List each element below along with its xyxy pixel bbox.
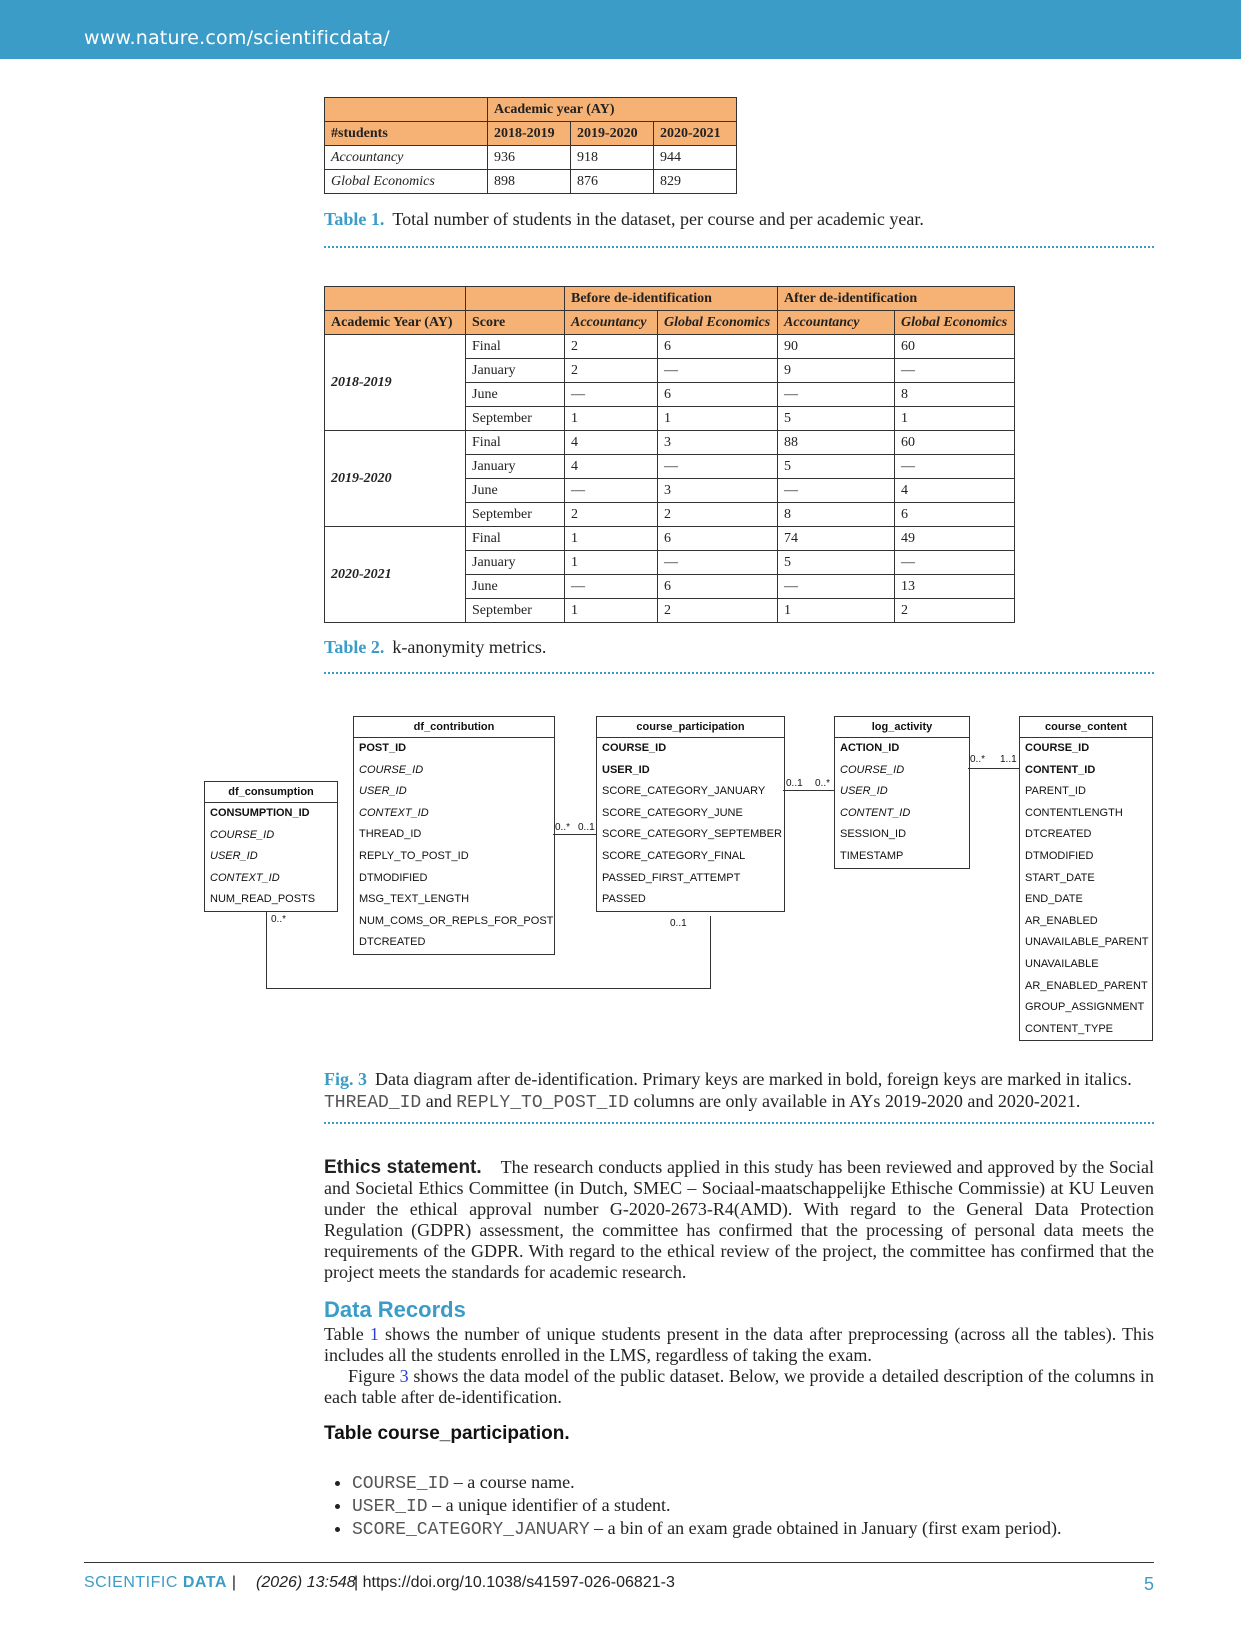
code-span: USER_ID [352,1497,428,1517]
entity-field: PASSED [602,893,646,906]
table-group-header: After de-identification [778,287,1015,311]
table-cell: — [565,575,658,599]
entity-field: SCORE_CATEGORY_JANUARY [602,785,766,798]
top-banner [0,0,1241,59]
table-header: Accountancy [565,311,658,335]
footer-divider [84,1562,1154,1563]
table-cell: — [895,359,1015,383]
table-cell-score: January [466,359,565,383]
table-cell: — [895,455,1015,479]
table-cell: 829 [654,170,737,194]
table-row [325,335,1015,359]
table-cell: 4 [565,431,658,455]
entity-field: MSG_TEXT_LENGTH [359,893,470,906]
table-cell-score: September [466,407,565,431]
list-item-text: – a bin of an exam grade obtained in January (first exam period). [594,1518,1062,1538]
table-cell: 9 [778,359,895,383]
table-2-body [325,335,1015,623]
paragraph-text: shows the data model of the public dataset. Below, we provide a detailed description of the columns in each table after de-identification. [324,1366,1155,1407]
table-cell: 1 [658,407,778,431]
table-cell-score: January [466,551,565,575]
entity-field: TIMESTAMP [840,849,904,862]
table-cell: 4 [895,479,1015,503]
doi-link[interactable]: | https://doi.org/10.1038/s41597-026-06821-3 [354,1574,675,1591]
table-cell-score: January [466,455,565,479]
dotted-divider [324,672,1154,674]
table-header: Academic Year (AY) [325,311,466,335]
primary-key-field: CONSUMPTION_ID [210,807,310,819]
foreign-key-field: COURSE_ID [359,763,424,776]
table-cell: 60 [895,335,1015,359]
table-header: Global Economics [658,311,778,335]
caption-text: Data diagram after de-identification. Primary keys are marked in bold, foreign keys are marked in italics. [375,1069,1132,1089]
table-cell: 90 [778,335,895,359]
table-cell: 49 [895,527,1015,551]
table-header-blank [466,287,565,311]
foreign-key-field: COURSE_ID [210,828,275,841]
table-cell: 2 [895,599,1015,623]
table-header: 2020-2021 [654,122,737,146]
table-cell: 2 [658,599,778,623]
table-cell: 1 [565,551,658,575]
table-cell: 876 [571,170,654,194]
cardinality-label: 0..* [970,754,986,765]
connector-line [783,790,834,791]
cardinality-label: 0..1 [578,822,595,833]
entity-field: NUM_COMS_OR_REPLS_FOR_POST [359,914,554,927]
table-2 [324,286,1015,623]
table-header: #students [325,122,488,146]
column-list [324,1472,1061,1541]
entity-field: START_DATE [1025,871,1095,884]
cardinality-label: 0..1 [670,918,687,929]
entity-field: CONTENT_TYPE [1025,1022,1114,1035]
table-row [325,146,737,170]
cardinality-label: 1..1 [1000,754,1017,765]
foreign-key-field: CONTEXT_ID [359,806,429,819]
table-cell: 2 [565,359,658,383]
table-header: Accountancy [778,311,895,335]
entity-field: PASSED_FIRST_ATTEMPT [602,871,741,884]
table-cell: 8 [895,383,1015,407]
table-cell: 5 [778,551,895,575]
foreign-key-field: USER_ID [840,785,888,798]
journal-name-b: DATA [182,1574,227,1591]
table-header: Global Economics [895,311,1015,335]
table-cell: — [778,479,895,503]
data-records-paragraph-2 [324,1366,1154,1408]
page-number: 5 [1143,1574,1154,1594]
table-cell: 6 [658,527,778,551]
data-records-paragraph-1 [324,1324,1154,1366]
entity-field: SCORE_CATEGORY_JUNE [602,806,743,819]
connector-line [553,834,596,835]
table-group-header: Before de-identification [565,287,778,311]
table-cell: 5 [778,407,895,431]
list-item [352,1518,1061,1541]
table-header: 2018-2019 [488,122,571,146]
table-cell: 3 [658,479,778,503]
entity-course-participation [596,716,785,912]
paragraph-text: Figure [348,1366,395,1386]
table-1-caption [324,209,924,230]
table-cell: 60 [895,431,1015,455]
entity-field: AR_ENABLED_PARENT [1025,979,1148,992]
entity-df-contribution [353,716,555,955]
entity-field: UNAVAILABLE_PARENT [1025,936,1149,949]
footer [84,1574,1154,1598]
table-ref-link[interactable]: 1 [369,1324,379,1344]
table-cell: 936 [488,146,571,170]
primary-key-field: COURSE_ID [1025,742,1090,754]
figure-3-caption [324,1068,1154,1114]
table-cell: — [565,479,658,503]
table-cell: Global Economics [325,170,488,194]
entity-field: DTMODIFIED [359,871,428,884]
entity-field: DTCREATED [1025,828,1092,841]
caption-label[interactable]: Table 1. [324,209,385,229]
table-cell: 1 [565,407,658,431]
connector-line [968,768,1019,769]
entity-title: course_content [1020,717,1152,738]
table-cell: 5 [778,455,895,479]
table-cell: 88 [778,431,895,455]
table-group-header: Academic year (AY) [488,98,737,122]
list-item-text: – a unique identifier of a student. [432,1495,671,1515]
list-item [352,1495,1061,1518]
table-header: Score [466,311,565,335]
entity-field: PARENT_ID [1025,785,1086,798]
table-row [325,170,737,194]
caption-text: k-anonymity metrics. [392,637,547,657]
table-cell: 3 [658,431,778,455]
table-cell: 8 [778,503,895,527]
table-cell-score: June [466,383,565,407]
table-cell: 898 [488,170,571,194]
journal-name-a: SCIENTIFIC [84,1574,178,1591]
connector-line [710,916,711,989]
table-cell: — [778,383,895,407]
entity-field: CONTENTLENGTH [1025,806,1123,819]
entity-field: SCORE_CATEGORY_SEPTEMBER [602,828,782,841]
subsection-heading: Table course_participation. [324,1423,570,1444]
table-cell: Accountancy [325,146,488,170]
table-cell: 1 [778,599,895,623]
primary-key-field: COURSE_ID [602,742,667,754]
primary-key-field: POST_ID [359,742,407,754]
figure-ref-link[interactable]: 3 [399,1366,409,1386]
primary-key-field: ACTION_ID [840,742,900,754]
cardinality-label: 0..* [555,822,571,833]
table-cell: 2 [565,335,658,359]
ethics-paragraph [324,1157,1154,1283]
code-span: COURSE_ID [352,1474,450,1494]
table-cell-score: June [466,479,565,503]
cardinality-label: 0..* [815,778,831,789]
list-item [352,1472,1061,1495]
table-cell: — [565,383,658,407]
table-cell: — [895,551,1015,575]
entity-field: GROUP_ASSIGNMENT [1025,1001,1145,1014]
table-cell: 6 [658,383,778,407]
table-cell: 4 [565,455,658,479]
table-cell: 74 [778,527,895,551]
cardinality-label: 0..* [271,914,287,925]
paragraph-text: shows the number of unique students present in the data after preprocessing (across all the tables). This includes all the students enrolled in the LMS, regardless of taking the exam. [324,1324,1155,1365]
entity-title: df_consumption [205,782,337,803]
table-cell: 2 [658,503,778,527]
table-cell-academic-year: 2019-2020 [325,431,466,527]
table-cell: 1 [565,527,658,551]
entity-log-activity [834,716,970,869]
table-cell: 2 [565,503,658,527]
entity-field: DTMODIFIED [1025,849,1094,862]
code-span: THREAD_ID [324,1093,422,1113]
table-cell: 13 [895,575,1015,599]
ethics-heading: Ethics statement. [324,1157,482,1178]
table-cell: — [778,575,895,599]
table-cell: 918 [571,146,654,170]
connector-line [266,912,267,988]
connector-line [266,988,710,989]
cardinality-label: 0..1 [786,778,803,789]
primary-key-field: USER_ID [602,763,650,776]
dotted-divider [324,1122,1154,1124]
table-cell: 944 [654,146,737,170]
table-cell: 1 [565,599,658,623]
journal-name [84,1574,237,1591]
foreign-key-field: CONTEXT_ID [210,871,280,884]
caption-text: columns are only available in AYs 2019-2020 and 2020-2021. [633,1091,1081,1111]
table-cell-score: September [466,599,565,623]
foreign-key-field: USER_ID [359,785,407,798]
code-span: REPLY_TO_POST_ID [456,1093,630,1113]
code-span: SCORE_CATEGORY_JANUARY [352,1520,590,1540]
table-row [325,431,1015,455]
entity-field: AR_ENABLED [1025,914,1098,927]
table-cell-score: Final [466,431,565,455]
table-row [325,527,1015,551]
entity-field: NUM_READ_POSTS [210,893,316,906]
caption-label[interactable]: Table 2. [324,637,385,657]
table-cell: — [658,455,778,479]
table-cell-academic-year: 2018-2019 [325,335,466,431]
table-cell-score: September [466,503,565,527]
caption-text: and [425,1091,452,1111]
table-cell: 6 [895,503,1015,527]
caption-text: Total number of students in the dataset, per course and per academic year. [392,209,924,229]
list-item-text: – a course name. [453,1472,575,1492]
table-cell-score: Final [466,527,565,551]
table-1 [324,97,737,194]
primary-key-field: CONTENT_ID [1025,763,1096,776]
entity-field: SCORE_CATEGORY_FINAL [602,849,746,862]
entity-course-content [1019,716,1153,1041]
caption-label[interactable]: Fig. 3 [324,1069,367,1089]
paragraph-text: Table [324,1324,364,1344]
table-cell: 6 [658,335,778,359]
entity-field: DTCREATED [359,936,426,949]
site-url[interactable]: www.nature.com/scientificdata/ [84,27,390,49]
table-cell: — [658,359,778,383]
table-header: 2019-2020 [571,122,654,146]
entity-title: df_contribution [354,717,554,738]
table-cell-academic-year: 2020-2021 [325,527,466,623]
citation: (2026) 13:548 [256,1574,356,1591]
section-heading-data-records: Data Records [324,1297,466,1322]
table-header-blank [325,98,488,122]
table-header-blank [325,287,466,311]
entity-field: SESSION_ID [840,828,907,841]
entity-field: END_DATE [1025,893,1083,906]
table-cell: 1 [895,407,1015,431]
entity-field: UNAVAILABLE [1025,957,1099,970]
footer-separator: | [231,1574,237,1591]
entity-title: log_activity [835,717,969,738]
entity-df-consumption [204,781,338,912]
entity-field: REPLY_TO_POST_ID [359,849,469,862]
foreign-key-field: CONTENT_ID [840,806,911,819]
foreign-key-field: COURSE_ID [840,763,905,776]
entity-field: THREAD_ID [359,828,422,841]
ethics-text: The research conducts applied in this study has been reviewed and approved by the Social and Societal Ethics Committee (in Dutch, SMEC – Sociaal-maatschappelijke Ethische Commissie) at KU Leuven under the ethical approval number G-2020-2673-R4(AMD). With regard to the General Data Protection Regulation (GDPR) assessment, the committee has confirmed that the processing of personal data meets the requirements of the GDPR. With regard to the ethical review of the project, the committee has confirmed that the project meets the standards for academic research. [324,1157,1154,1282]
table-cell-score: June [466,575,565,599]
table-cell: 6 [658,575,778,599]
table-cell: — [658,551,778,575]
table-2-caption [324,637,546,658]
table-cell-score: Final [466,335,565,359]
foreign-key-field: USER_ID [210,850,258,863]
entity-title: course_participation [597,717,784,738]
dotted-divider [324,246,1154,248]
